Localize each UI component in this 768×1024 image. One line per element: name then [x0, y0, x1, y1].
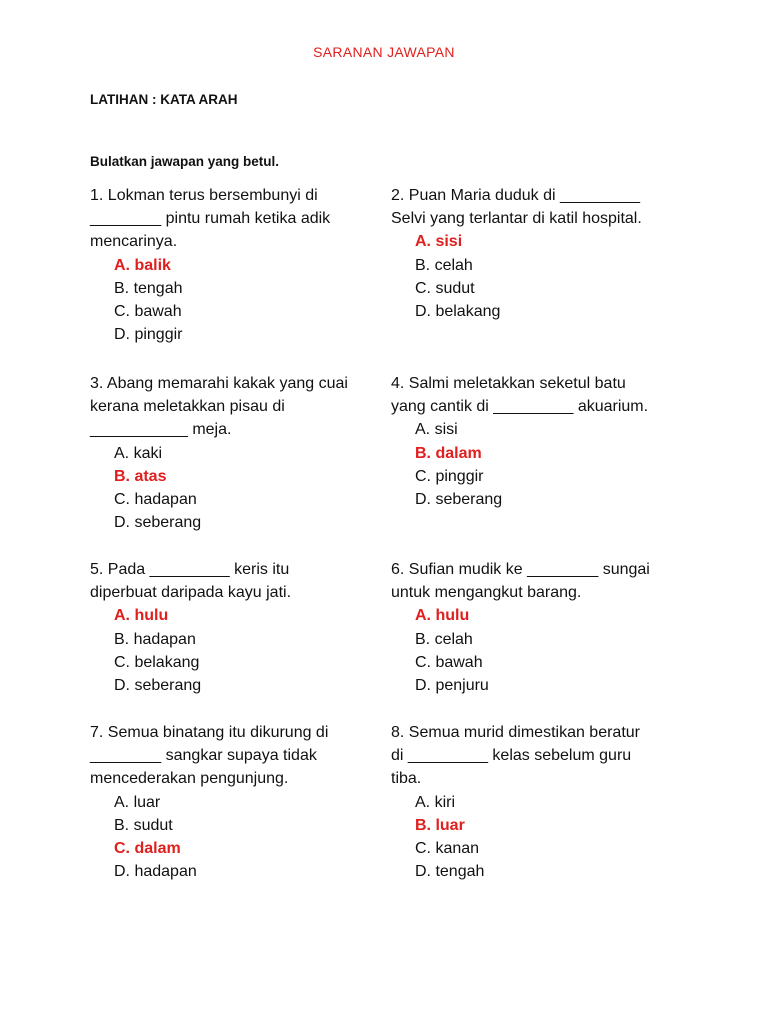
option[interactable]: D. seberang: [114, 514, 202, 532]
option[interactable]: D. penjuru: [415, 677, 489, 695]
question-text: 4. Salmi meletakkan seketul batu yang cantik di _________ akuarium.: [391, 375, 649, 416]
option[interactable]: D. pinggir: [114, 326, 183, 344]
option-list: [391, 604, 691, 697]
option[interactable]: C. hadapan: [114, 491, 197, 509]
option[interactable]: C. bawah: [415, 653, 483, 671]
correct-option[interactable]: A. hulu: [114, 607, 169, 625]
option[interactable]: C. pinggir: [415, 467, 484, 485]
option-list: [391, 230, 691, 323]
question-4: [391, 372, 691, 511]
question-2: [391, 184, 691, 323]
question-text: 3. Abang memarahi kakak yang cuai kerana meletakkan pisau di ___________ meja.: [90, 375, 348, 439]
correct-option[interactable]: A. balik: [114, 256, 171, 274]
question-text: 2. Puan Maria duduk di _________ Selvi yang terlantar di katil hospital.: [391, 187, 642, 228]
question-text: 1. Lokman terus bersembunyi di ________ pintu rumah ketika adik mencarinya.: [90, 187, 331, 251]
option[interactable]: B. celah: [415, 630, 473, 648]
option[interactable]: B. sudut: [114, 816, 173, 834]
question-6: [391, 558, 691, 697]
option[interactable]: D. hadapan: [114, 863, 197, 881]
option[interactable]: B. hadapan: [114, 630, 196, 648]
option[interactable]: D. seberang: [415, 491, 503, 509]
correct-option[interactable]: B. atas: [114, 467, 167, 485]
option[interactable]: A. luar: [114, 793, 161, 811]
correct-option[interactable]: C. dalam: [114, 840, 181, 858]
option-list: [391, 418, 691, 511]
question-5: [90, 558, 390, 697]
option[interactable]: C. bawah: [114, 303, 182, 321]
question-text: 5. Pada _________ keris itu diperbuat daripada kayu jati.: [90, 561, 292, 602]
option[interactable]: A. sisi: [415, 421, 458, 439]
correct-option[interactable]: B. luar: [415, 816, 465, 834]
question-text: 8. Semua murid dimestikan beratur di _________ kelas sebelum guru tiba.: [391, 724, 640, 788]
instruction-text: Bulatkan jawapan yang betul.: [90, 154, 280, 169]
option[interactable]: B. tengah: [114, 279, 183, 297]
question-text: 7. Semua binatang itu dikurung di ________ sangkar supaya tidak mencederakan pengunjung.: [90, 724, 329, 788]
option[interactable]: D. seberang: [114, 677, 202, 695]
option[interactable]: C. kanan: [415, 840, 480, 858]
option[interactable]: A. kiri: [415, 793, 455, 811]
question-8: [391, 721, 691, 883]
question-1: [90, 184, 390, 346]
option-list: [90, 604, 390, 697]
option[interactable]: C. sudut: [415, 279, 475, 297]
option-list: [90, 791, 390, 884]
question-3: [90, 372, 390, 534]
option-list: [90, 254, 390, 347]
correct-option[interactable]: A. sisi: [415, 233, 463, 251]
option-list: [90, 442, 390, 535]
correct-option[interactable]: B. dalam: [415, 444, 482, 462]
option[interactable]: A. kaki: [114, 444, 163, 462]
option-list: [391, 791, 691, 884]
exercise-subtitle: LATIHAN : KATA ARAH: [90, 92, 238, 107]
option[interactable]: D. belakang: [415, 303, 501, 321]
option[interactable]: D. tengah: [415, 863, 485, 881]
option[interactable]: B. celah: [415, 256, 473, 274]
question-text: 6. Sufian mudik ke ________ sungai untuk mengangkut barang.: [391, 561, 650, 602]
option[interactable]: C. belakang: [114, 653, 200, 671]
correct-option[interactable]: A. hulu: [415, 607, 470, 625]
page-title: SARANAN JAWAPAN: [313, 44, 455, 60]
question-7: [90, 721, 390, 883]
